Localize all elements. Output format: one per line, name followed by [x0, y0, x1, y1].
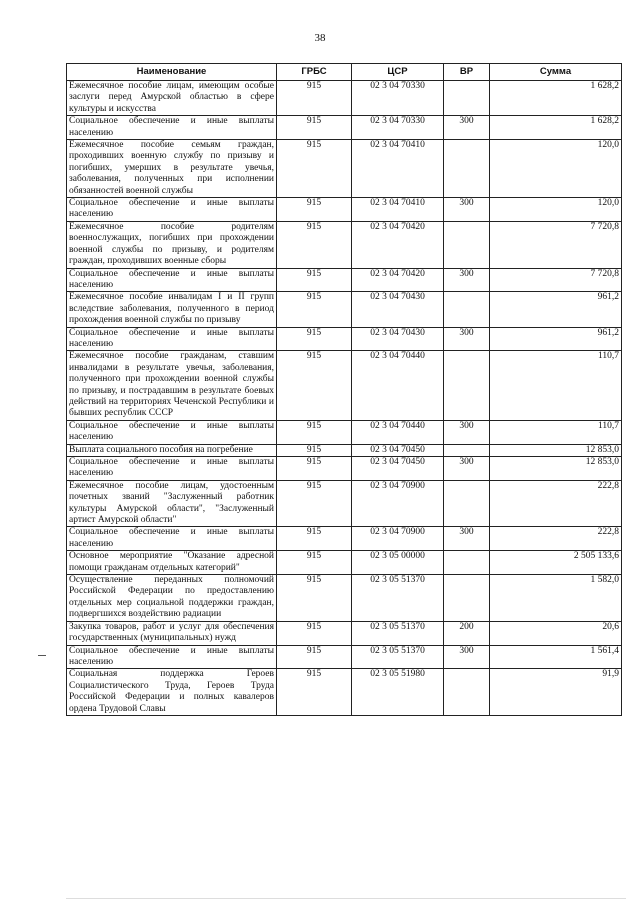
cell-vr: [444, 292, 490, 327]
cell-csr: 02 3 04 70420: [352, 268, 444, 292]
cell-vr: 200: [444, 621, 490, 645]
table-row: [67, 527, 622, 551]
cell-csr: 02 3 04 70410: [352, 140, 444, 198]
cell-sum: 110,7: [490, 420, 622, 444]
cell-csr: 02 3 04 70330: [352, 81, 444, 116]
cell-vr: [444, 81, 490, 116]
cell-csr: 02 3 04 70440: [352, 351, 444, 420]
cell-grbs: 915: [277, 198, 352, 222]
cell-vr: [444, 551, 490, 575]
cell-csr: 02 3 04 70330: [352, 116, 444, 140]
cell-name: Ежемесячное пособие инвалидам I и II групп вследствие заболевания, полученного в период прохождения военной службы по призыву: [67, 292, 277, 327]
cell-csr: 02 3 04 70900: [352, 527, 444, 551]
table-row: [67, 221, 622, 268]
header-vr: ВР: [444, 64, 490, 81]
table-row: [67, 81, 622, 116]
cell-grbs: 915: [277, 351, 352, 420]
table-row: [67, 444, 622, 456]
cell-vr: [444, 575, 490, 622]
cell-csr: 02 3 04 70450: [352, 444, 444, 456]
cell-vr: 300: [444, 198, 490, 222]
cell-sum: 1 628,2: [490, 81, 622, 116]
cell-name: Социальное обеспечение и иные выплаты населению: [67, 268, 277, 292]
cell-sum: 7 720,8: [490, 221, 622, 268]
cell-grbs: 915: [277, 268, 352, 292]
table-row: [67, 268, 622, 292]
cell-vr: 300: [444, 116, 490, 140]
cell-csr: 02 3 05 51980: [352, 669, 444, 716]
table-row: [67, 140, 622, 198]
cell-name: Социальная поддержка Героев Социалистического Труда, Героев Труда Российской Федерации и полных кавалеров ордена Трудовой Славы: [67, 669, 277, 716]
cell-sum: 12 853,0: [490, 444, 622, 456]
cell-grbs: 915: [277, 575, 352, 622]
cell-name: Ежемесячное пособие родителям военнослужащих, погибших при прохождении военной службы по призыву, и родителям граждан, проходивших военные сборы: [67, 221, 277, 268]
cell-csr: 02 3 05 00000: [352, 551, 444, 575]
cell-vr: [444, 351, 490, 420]
cell-sum: 12 853,0: [490, 457, 622, 481]
table-row: [67, 575, 622, 622]
cell-vr: 300: [444, 527, 490, 551]
cell-grbs: 915: [277, 116, 352, 140]
table-row: [67, 645, 622, 669]
cell-sum: 91,9: [490, 669, 622, 716]
table-header-row: [67, 64, 622, 81]
cell-sum: 961,2: [490, 292, 622, 327]
cell-name: Социальное обеспечение и иные выплаты населению: [67, 527, 277, 551]
cell-sum: 7 720,8: [490, 268, 622, 292]
cell-sum: 222,8: [490, 480, 622, 527]
table-row: [67, 457, 622, 481]
cell-vr: 300: [444, 420, 490, 444]
cell-sum: 2 505 133,6: [490, 551, 622, 575]
cell-grbs: 915: [277, 645, 352, 669]
cell-grbs: 915: [277, 480, 352, 527]
cell-csr: 02 3 04 70410: [352, 198, 444, 222]
cell-grbs: 915: [277, 420, 352, 444]
cell-grbs: 915: [277, 81, 352, 116]
cell-vr: [444, 221, 490, 268]
cell-vr: [444, 480, 490, 527]
cell-name: Основное мероприятие "Оказание адресной помощи гражданам отдельных категорий": [67, 551, 277, 575]
cell-csr: 02 3 05 51370: [352, 645, 444, 669]
cell-vr: 300: [444, 645, 490, 669]
page-number: 38: [314, 32, 326, 44]
cell-grbs: 915: [277, 551, 352, 575]
cell-sum: 1 582,0: [490, 575, 622, 622]
cell-sum: 110,7: [490, 351, 622, 420]
margin-mark: [38, 655, 46, 656]
table-row: [67, 116, 622, 140]
cell-name: Ежемесячное пособие гражданам, ставшим инвалидами в результате увечья, заболевания, полученного при прохождении военной службы по призыву, и пострадавшим в результате боевых действий на территориях Чеченской Республики и бывших республик СССР: [67, 351, 277, 420]
header-grbs: ГРБС: [277, 64, 352, 81]
cell-name: Ежемесячное пособие лицам, имеющим особые заслуги перед Амурской областью в сфере культуры и искусства: [67, 81, 277, 116]
cell-grbs: 915: [277, 444, 352, 456]
cell-vr: [444, 444, 490, 456]
bottom-rule: [66, 898, 626, 899]
cell-grbs: 915: [277, 221, 352, 268]
cell-name: Социальное обеспечение и иные выплаты населению: [67, 645, 277, 669]
cell-grbs: 915: [277, 140, 352, 198]
cell-vr: 300: [444, 327, 490, 351]
table-row: [67, 621, 622, 645]
cell-sum: 120,0: [490, 198, 622, 222]
table-row: [67, 198, 622, 222]
cell-vr: [444, 669, 490, 716]
cell-name: Социальное обеспечение и иные выплаты населению: [67, 457, 277, 481]
cell-csr: 02 3 04 70900: [352, 480, 444, 527]
cell-grbs: 915: [277, 327, 352, 351]
table-body: [67, 81, 622, 716]
cell-sum: 1 561,4: [490, 645, 622, 669]
cell-grbs: 915: [277, 669, 352, 716]
table-row: [67, 669, 622, 716]
budget-table: [66, 63, 622, 716]
cell-name: Социальное обеспечение и иные выплаты населению: [67, 198, 277, 222]
cell-csr: 02 3 04 70450: [352, 457, 444, 481]
cell-sum: 20,6: [490, 621, 622, 645]
table-row: [67, 420, 622, 444]
cell-name: Социальное обеспечение и иные выплаты населению: [67, 327, 277, 351]
cell-sum: 961,2: [490, 327, 622, 351]
cell-vr: 300: [444, 268, 490, 292]
cell-csr: 02 3 04 70420: [352, 221, 444, 268]
cell-name: Выплата социального пособия на погребение: [67, 444, 277, 456]
cell-sum: 222,8: [490, 527, 622, 551]
table-row: [67, 351, 622, 420]
cell-name: Социальное обеспечение и иные выплаты населению: [67, 420, 277, 444]
cell-csr: 02 3 05 51370: [352, 575, 444, 622]
header-sum: Сумма: [490, 64, 622, 81]
cell-vr: [444, 140, 490, 198]
table-row: [67, 292, 622, 327]
cell-name: Закупка товаров, работ и услуг для обеспечения государственных (муниципальных) нужд: [67, 621, 277, 645]
cell-vr: 300: [444, 457, 490, 481]
table-row: [67, 551, 622, 575]
cell-csr: 02 3 04 70430: [352, 327, 444, 351]
cell-name: Осуществление переданных полномочий Российской Федерации по предоставлению отдельных мер социальной поддержки граждан, подвергшихся воздействию радиации: [67, 575, 277, 622]
cell-grbs: 915: [277, 457, 352, 481]
cell-csr: 02 3 05 51370: [352, 621, 444, 645]
cell-csr: 02 3 04 70440: [352, 420, 444, 444]
cell-grbs: 915: [277, 621, 352, 645]
header-name: Наименование: [67, 64, 277, 81]
cell-sum: 120,0: [490, 140, 622, 198]
header-csr: ЦСР: [352, 64, 444, 81]
cell-name: Социальное обеспечение и иные выплаты населению: [67, 116, 277, 140]
cell-name: Ежемесячное пособие семьям граждан, проходивших военную службу по призыву и погибших, умерших в результате увечья, заболевания, полученных при исполнении обязанностей военной службы: [67, 140, 277, 198]
cell-sum: 1 628,2: [490, 116, 622, 140]
cell-grbs: 915: [277, 527, 352, 551]
cell-grbs: 915: [277, 292, 352, 327]
table-row: [67, 480, 622, 527]
table-row: [67, 327, 622, 351]
cell-name: Ежемесячное пособие лицам, удостоенным почетных званий "Заслуженный работник культуры Амурской области", "Заслуженный артист Амурской области": [67, 480, 277, 527]
cell-csr: 02 3 04 70430: [352, 292, 444, 327]
